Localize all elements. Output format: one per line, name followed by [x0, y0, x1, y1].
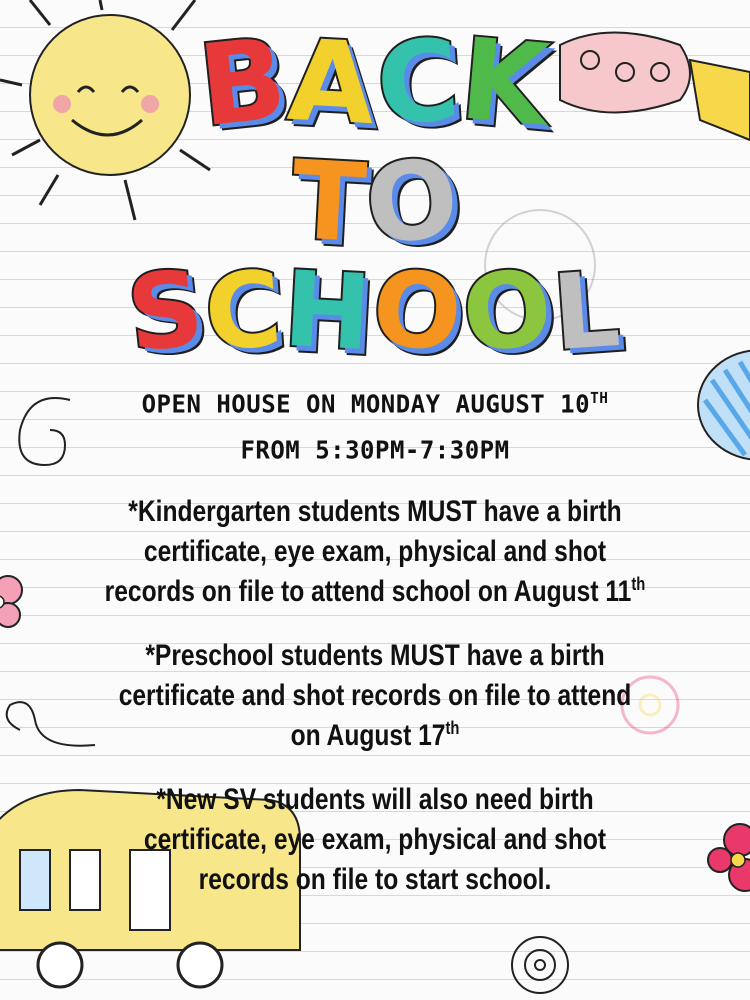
- kindergarten-notice: [68, 492, 683, 612]
- title-letter: H: [280, 247, 376, 375]
- title-letter: C: [201, 247, 288, 375]
- notice-line: certificate and shot records on file to attend: [118, 679, 632, 712]
- notice-line: *New SV students will also need birth: [156, 783, 594, 816]
- spiral-doodle-icon: [512, 937, 568, 993]
- title-letter: A: [284, 15, 380, 151]
- title-letter: B: [193, 13, 295, 153]
- new-students-notice: [68, 780, 683, 900]
- title-letter: T: [289, 138, 370, 267]
- notice-line: on August 17th: [290, 718, 460, 752]
- title-letter: C: [372, 15, 466, 151]
- title-letter: S: [122, 246, 212, 376]
- notice-line: *Preschool students MUST have a birth: [145, 639, 605, 672]
- preschool-notice: [68, 636, 683, 756]
- title-school: [0, 245, 750, 377]
- notice-line: *Kindergarten students MUST have a birth: [128, 495, 622, 528]
- title-letter: L: [549, 247, 626, 375]
- flower-left-icon: [0, 576, 22, 627]
- notice-line: records on file to attend school on August 11th: [104, 574, 646, 608]
- open-house-date: OPEN HOUSE ON MONDAY AUGUST 10TH: [141, 389, 609, 419]
- flower-right-icon: [708, 824, 750, 891]
- title-to: [0, 135, 750, 270]
- open-house-time: FROM 5:30PM-7:30PM: [240, 435, 510, 465]
- notice-line: certificate, eye exam, physical and shot: [143, 535, 607, 568]
- title-letter: K: [455, 14, 556, 152]
- notice-line: certificate, eye exam, physical and shot: [143, 823, 607, 856]
- title-letter: O: [359, 135, 465, 270]
- title-letter: O: [456, 245, 560, 377]
- title-back: [0, 13, 750, 153]
- title-letter: O: [367, 246, 469, 376]
- notice-line: records on file to start school.: [198, 863, 552, 896]
